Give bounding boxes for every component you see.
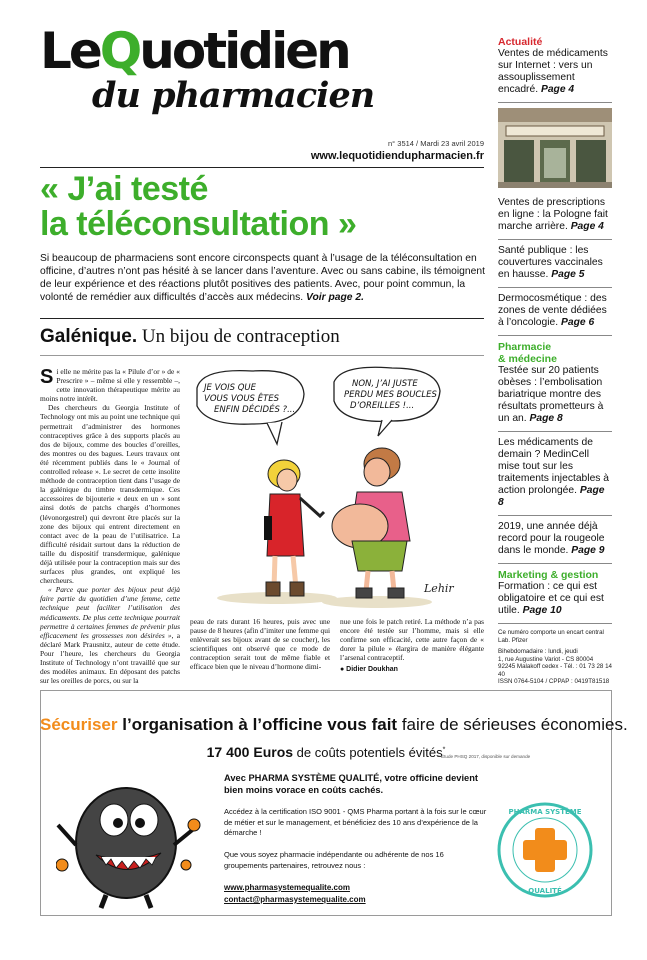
masthead-logo [40, 22, 349, 80]
article-quote: « Parce que porter des bijoux peut déjà faire partie du quotidien d’une femme, cette technique peut faciliter l’utilisation des médicaments. De plus cette technique pourrait permettre à certaines femmes de prévenir plus efficacement les grossesses non désirées » [40, 585, 180, 640]
lead-paragraph [40, 252, 486, 304]
monster-mascot [56, 765, 206, 910]
divider [498, 335, 612, 336]
divider [498, 563, 612, 564]
ad-footnote: * Étude PHSQ 2017, disponible sur demande [438, 754, 531, 759]
publication-info: Ce numéro comporte un encart central Lab. Pfizer Bihebdomadaire : lundi, jeudi 1, rue Augustine Variot - CS 80004 92245 Malakoff cedex - Tél. : 01 73 28 14 40 ISSN 0764-5104 / CPPAP : 0419T81518 [498, 629, 612, 685]
article-paragraph: Des chercheurs du Georgia Institute of Technology ont mis au point une technique qui permettrait d’administrer des hormones contraceptives grâce à des supports placés au dos de bijoux, comme des boucles d’oreilles, des montres ou des bagues. Leurs travaux ont été récemment publiés dans le « Journal of controlled release ». Le secret de cette insolite méthode de contraception tient dans l’usage de la galénique du timbre transdermique. Ces accessoires de bijouterie « deux en un » sont ainsi dotés de patchs chargés d’hormones (lévonorgestrel) qui devront être placés sur la zone des bijoux qui entrent directement en contact avec de la peau de l’utilisatrice. La difficulté résidait surtout dans la réduction de taille du dispositif transdermique, galénique déjà utilisée pour la contraception mais sur des surfaces plus grandes, ont expliqué les chercheurs. [40, 403, 180, 586]
ad-subtitle: 17 400 Euros de coûts potentiels évités* [206, 744, 446, 760]
sidebar-head-pharmacie: Pharmacie & médecine [498, 341, 557, 365]
ad-website-link[interactable]: www.pharmasystemequalite.com [224, 883, 350, 892]
section-title [40, 325, 340, 348]
article-paragraph: i elle ne mérite pas la « Pilule d’or » de « Prescrire » – même si elle y ressemble –, cette innovation thérapeutique mérite au moins notre intérêt. [40, 367, 180, 404]
main-headline [40, 172, 484, 242]
pharmacy-photo [498, 108, 612, 188]
divider [498, 102, 612, 103]
section-title-text: Un bijou de contraception [137, 326, 340, 347]
masthead-le: Le [40, 22, 100, 80]
ad-paragraph: Accédez à la certification ISO 9001 - QMS Pharma portant à la fois sur le cœur de métier et sur le management, et bénéficiez des 10 ans d’expérience de la démarche ! [224, 807, 487, 837]
ad-title: Sécuriser l’organisation à l’officine vous fait faire de sérieuses économies. [40, 715, 628, 734]
masthead-q: Q [99, 22, 140, 80]
sidebar-item[interactable]: Ventes de prescriptions en ligne : la Pologne fait marche arrière. Page 4 [498, 197, 608, 232]
article-column-2: peau de rats durant 16 heures, puis avec une pause de 8 heures (afin d’imiter une femme qui enlèverait ses bijoux avant de se coucher), les scientifiques ont observé que ce mode de contraception serait tout de même fiable et efficace bien que le niveau d’hormone dimi- [190, 617, 330, 672]
headline-line-1: « J’ai testé [40, 170, 208, 208]
lead-page-ref[interactable]: Voir page 2. [305, 292, 364, 303]
masthead-subtitle: du pharmacien [92, 75, 375, 116]
cartoon-woman-right [332, 448, 410, 598]
article-byline: ● Didier Doukhan [340, 666, 398, 673]
ad-email-link[interactable]: contact@pharmasystemequalite.com [224, 895, 366, 904]
article-paragraph: , a déclaré Mark Prausnitz, auteur de cette étude. Pour l’heure, les chercheurs du Georgia Institute of Technology n’ont travaillé que sur des modèles animaux. En déposant des patchs sur les oreilles de porcs, ou sur la [40, 630, 180, 686]
cartoon-illustration [192, 366, 482, 610]
bubble-left-text: JE VOIS QUE VOUS VOUS ÊTES ENFIN DÉCIDÉS ?... [204, 383, 296, 415]
cartoon-woman-left [264, 460, 324, 596]
sidebar-item[interactable]: Dermocosmétique : des zones de vente dédiées à l’oncologie. Page 6 [498, 293, 607, 328]
sidebar-head-marketing: Marketing & gestion [498, 569, 599, 581]
headline-line-2: la téléconsultation » [40, 205, 357, 243]
divider [498, 239, 612, 240]
pharma-systeme-qualite-logo [495, 800, 595, 900]
divider [498, 431, 612, 432]
divider [498, 623, 612, 624]
bubble-right-text: NON, J’AI JUSTE PERDU MES BOUCLES D’OREILLES !... [344, 379, 437, 411]
article-column-3: nue une fois le patch retiré. La méthode n’a pas encore été testée sur l’homme, mais si elle confirme son efficacité, cette autre façon de « dorer la pilule » élargira de manière élégante l’arsenal contraceptif. [340, 617, 484, 663]
divider [40, 318, 484, 319]
divider [498, 515, 612, 516]
divider [498, 287, 612, 288]
issue-info: n° 3514 / Mardi 23 avril 2019 [388, 139, 484, 148]
divider [40, 167, 484, 168]
website-link[interactable]: www.lequotidiendupharmacien.fr [310, 150, 484, 162]
sidebar-summary [498, 36, 612, 686]
sidebar-head-actualite: Actualité [498, 36, 543, 48]
cartoon-signature: Lehir [424, 582, 454, 595]
sidebar-item[interactable]: Santé publique : les couvertures vaccinales en hausse. Page 5 [498, 245, 603, 280]
divider [40, 355, 484, 356]
sidebar-item[interactable]: Formation : ce qui est obligatoire et ce qui est utile. Page 10 [498, 581, 604, 616]
ad-lead-text: Avec PHARMA SYSTÈME QUALITÉ, votre officine devient bien moins vorace en coûts cachés. [224, 773, 478, 795]
svg-text:PHARMA SYSTÈME: PHARMA SYSTÈME [508, 808, 582, 816]
ad-paragraph: Que vous soyez pharmacie indépendante ou adhérente de nos 16 groupements partenaires, retrouvez nous : [224, 850, 444, 870]
sidebar-item[interactable]: Ventes de médicaments sur Internet : vers un assouplissement encadré. Page 4 [498, 48, 608, 95]
masthead-uotidien: uotidien [139, 22, 349, 80]
svg-text:QUALITÉ: QUALITÉ [528, 887, 562, 895]
sidebar-item[interactable]: Testée sur 20 patients obèses : l’embolisation bariatrique montre des résultats prometteurs à un an. Page 8 [498, 365, 604, 424]
article-column-1 [40, 367, 180, 685]
sidebar-item[interactable]: 2019, une année déjà record pour la rougeole dans le monde. Page 9 [498, 521, 605, 556]
section-keyword: Galénique. [40, 326, 138, 347]
lead-text: Si beaucoup de pharmaciens sont encore circonspects quant à l’usage de la téléconsultation en officine, d’autres n’ont pas hésité à se lancer dans l’aventure. Avec ou sans cabine, ils témoignent de leur expérience et des réactions plutôt positives des patients. Avec, pour point commun, la volonté de remédier aux difficultés d’accès aux médecins. [40, 253, 485, 303]
drop-cap: S [40, 366, 54, 388]
sidebar-item[interactable]: Les médicaments de demain ? MedinCell mise tout sur les traitements injectables à action prolongée. Page 8 [498, 437, 610, 508]
